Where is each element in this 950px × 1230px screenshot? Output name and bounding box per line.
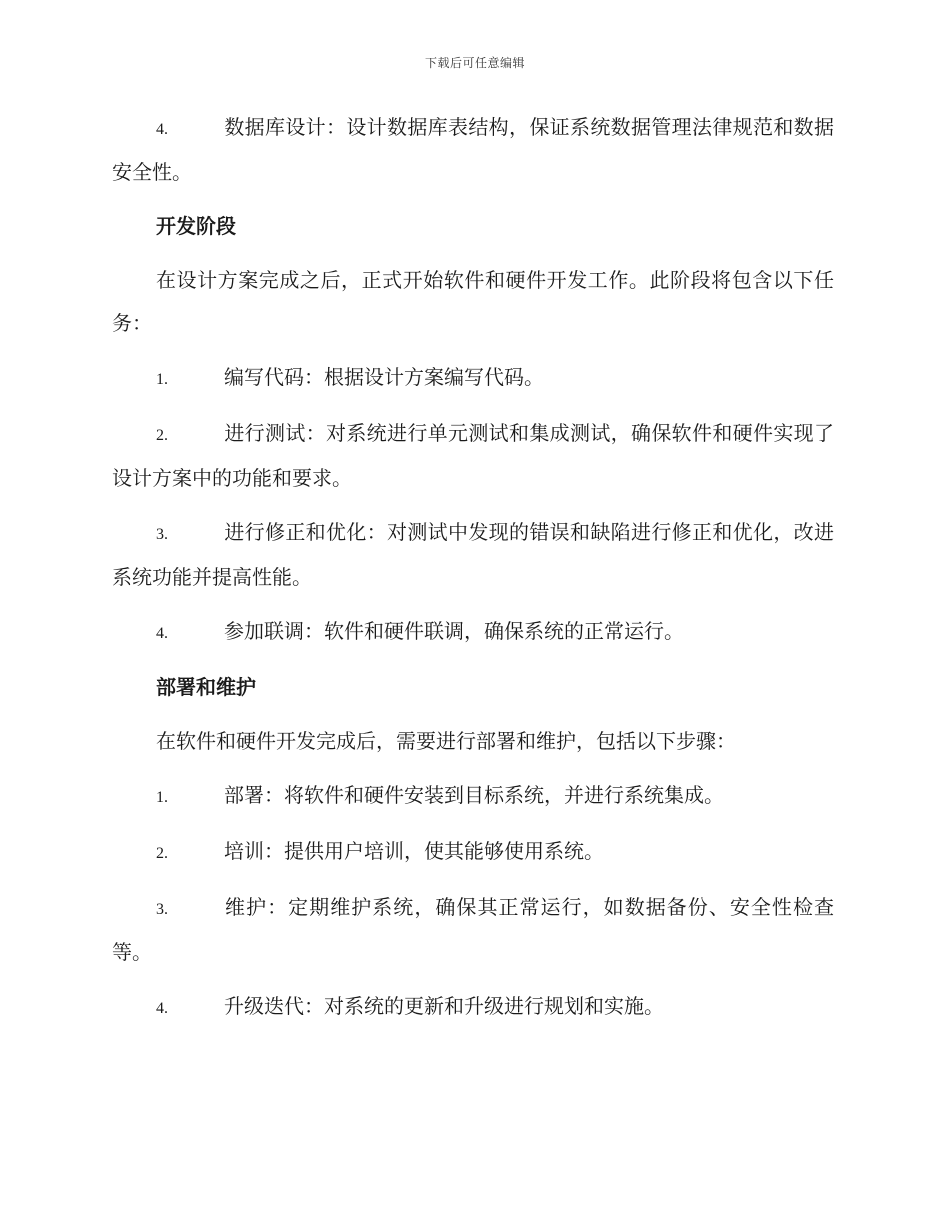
list-item-text: 编写代码：根据设计方案编写代码。: [224, 365, 544, 389]
list-item-joint-debug: [112, 610, 834, 655]
list-number: 4.: [156, 1000, 168, 1017]
list-number: 2.: [156, 427, 168, 444]
list-item-upgrade: [112, 985, 834, 1030]
list-item-deploy: [112, 774, 834, 819]
paragraph-development-intro: 在设计方案完成之后，正式开始软件和硬件开发工作。此阶段将包含以下任务：: [112, 268, 834, 335]
list-item-training: [112, 830, 834, 875]
paragraph-deployment-intro: 在软件和硬件开发完成后，需要进行部署和维护，包括以下步骤：: [156, 729, 736, 753]
list-item-text: 升级迭代：对系统的更新和升级进行规划和实施。: [224, 994, 664, 1018]
list-number: 3.: [156, 526, 168, 543]
list-number: 2.: [156, 845, 168, 862]
page-header: 下载后可任意编辑: [424, 56, 525, 70]
section-heading-development: 开发阶段: [156, 214, 236, 238]
list-number: 1.: [156, 371, 168, 388]
list-number: 3.: [156, 901, 168, 918]
list-item-text: 进行测试：对系统进行单元测试和集成测试，确保软件和硬件实现了设计方案中的功能和要求。: [112, 421, 834, 490]
list-item-testing: [112, 412, 834, 500]
list-item-text: 培训：提供用户培训，使其能够使用系统。: [224, 839, 604, 863]
list-item-text: 进行修正和优化：对测试中发现的错误和缺陷进行修正和优化，改进系统功能并提高性能。: [112, 520, 834, 589]
list-item-text: 数据库设计：设计数据库表结构，保证系统数据管理法律规范和数据安全性。: [112, 115, 834, 184]
list-number: 4.: [156, 625, 168, 642]
list-item-write-code: [112, 356, 834, 401]
list-item-text: 维护：定期维护系统，确保其正常运行，如数据备份、安全性检查等。: [112, 895, 834, 964]
list-item-maintenance: [112, 886, 834, 974]
list-item-database-design: [112, 106, 834, 194]
list-number: 1.: [156, 789, 168, 806]
document-body: [112, 106, 834, 1041]
section-heading-deployment: 部署和维护: [156, 675, 256, 699]
list-item-text: 参加联调：软件和硬件联调，确保系统的正常运行。: [224, 619, 684, 643]
list-item-fix-optimize: [112, 511, 834, 599]
list-number: 4.: [156, 121, 168, 138]
list-item-text: 部署：将软件和硬件安装到目标系统，并进行系统集成。: [224, 783, 724, 807]
